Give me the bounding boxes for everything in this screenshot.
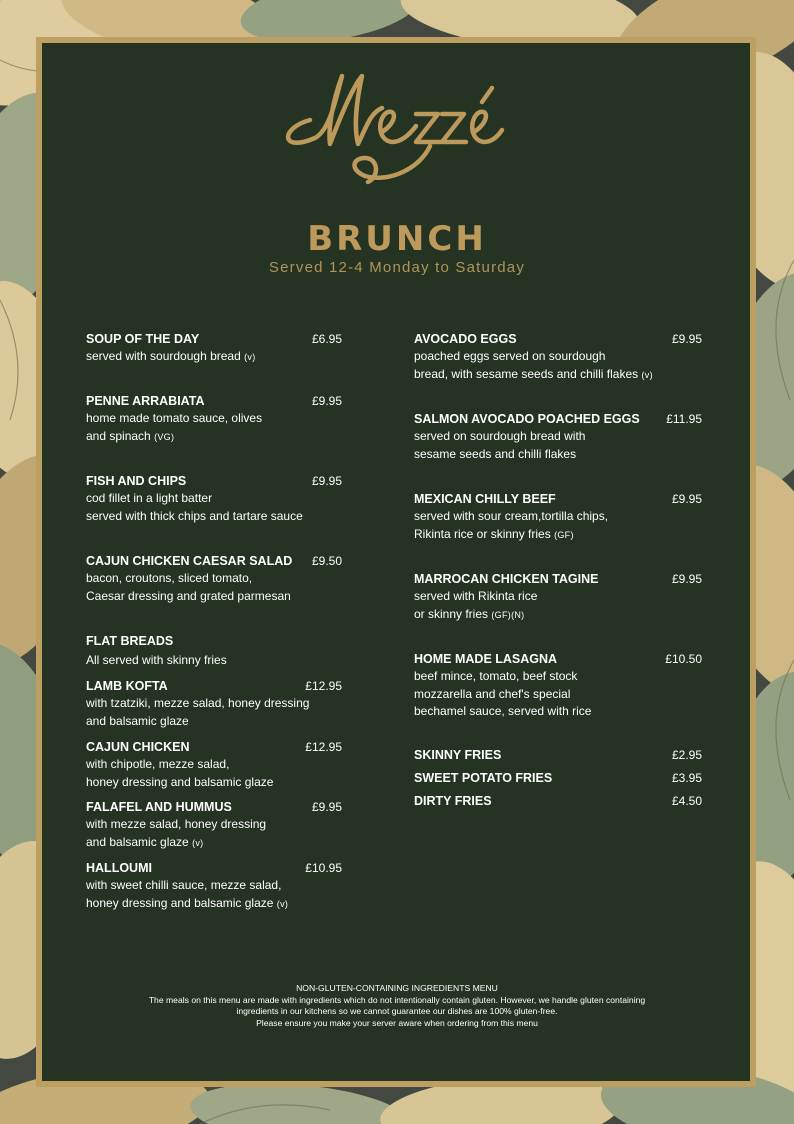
dietary-tag: (GF)	[554, 529, 574, 540]
menu-item-falafel-and-hummus	[86, 799, 342, 852]
item-description: with sweet chilli sauce, mezze salad,	[86, 878, 282, 892]
section-heading: FLAT BREADS	[86, 634, 174, 648]
item-description: with mezze salad, honey dressing	[86, 817, 267, 831]
menu-item-soup-of-the-day	[86, 331, 342, 367]
item-description: served with sourdough bread	[86, 349, 241, 363]
section-flat-breads	[86, 633, 227, 670]
dietary-tag: (v)	[641, 369, 653, 380]
item-description: bechamel sauce, served with rice	[414, 704, 592, 718]
menu-item-halloumi	[86, 860, 342, 913]
item-description: served with sour cream,tortilla chips,	[414, 509, 609, 523]
item-name: SWEET POTATO FRIES	[414, 771, 553, 785]
item-description: poached eggs served on sourdough	[414, 349, 606, 363]
item-description: and balsamic glaze	[86, 834, 189, 849]
item-name: SOUP OF THE DAY	[86, 332, 200, 346]
item-name: HALLOUMI	[86, 861, 152, 875]
disclaimer-heading: NON-GLUTEN-CONTAINING INGREDIENTS MENU	[296, 983, 498, 993]
item-description: sesame seeds and chilli flakes	[414, 446, 577, 461]
item-price: £9.95	[311, 800, 342, 814]
item-description: and spinach	[86, 428, 151, 443]
item-price: £4.50	[671, 794, 702, 808]
disclaimer-line: The meals on this menu are made with ingredients which do not intentionally contain gluten. However, we handle gluten containing	[148, 994, 646, 1005]
item-description: with tzatziki, mezze salad, honey dressing	[86, 696, 310, 710]
menu-item-salmon-avocado-poached-eggs	[414, 411, 702, 463]
dietary-tag: (v)	[276, 898, 289, 909]
item-description: mozzarella and chef's special	[414, 686, 571, 701]
item-name: MARROCAN CHICKEN TAGINE	[414, 572, 599, 586]
item-price: £9.95	[311, 394, 342, 408]
item-name: PENNE ARRABIATA	[86, 394, 205, 408]
side-dirty-fries	[414, 793, 702, 810]
section-note: All served with skinny fries	[86, 653, 227, 667]
item-price: £9.95	[671, 332, 702, 346]
item-price: £3.95	[671, 771, 702, 785]
menu-item-penne-arrabiata	[86, 393, 342, 446]
item-price: £10.95	[305, 861, 342, 875]
item-name: CAJUN CHICKEN CAESAR SALAD	[86, 554, 293, 568]
item-price: £12.95	[305, 740, 342, 754]
menu-item-cajun-chicken	[86, 739, 342, 791]
item-name: MEXICAN CHILLY BEEF	[414, 492, 556, 506]
item-description: bacon, croutons, sliced tomato,	[86, 571, 253, 585]
item-name: LAMB KOFTA	[86, 679, 168, 693]
item-description: honey dressing and balsamic glaze	[86, 774, 274, 789]
item-description: or skinny fries	[414, 606, 489, 621]
item-price: £2.95	[671, 748, 702, 762]
item-description: home made tomato sauce, olives	[86, 411, 263, 425]
item-name: FISH AND CHIPS	[86, 474, 187, 488]
menu-item-lamb-kofta	[86, 678, 342, 730]
disclaimer-line: Please ensure you make your server aware when ordering from this menu	[256, 1017, 538, 1028]
item-name: CAJUN CHICKEN	[86, 740, 190, 754]
item-description: Caesar dressing and grated parmesan	[86, 588, 291, 603]
item-description: bread, with sesame seeds and chilli flakes	[414, 366, 639, 381]
item-description: served on sourdough bread with	[414, 429, 586, 443]
item-price: £9.95	[311, 474, 342, 488]
item-price: £9.50	[311, 554, 342, 568]
dietary-tag: (VG)	[154, 431, 175, 442]
dietary-tag: (v)	[192, 837, 204, 848]
menu-item-mexican-chilly-beef	[414, 491, 702, 544]
item-description: cod fillet in a light batter	[86, 491, 213, 505]
gluten-disclaimer	[60, 983, 734, 1029]
item-description: served with thick chips and tartare sauce	[86, 508, 303, 523]
item-name: AVOCADO EGGS	[414, 332, 517, 346]
item-description: served with Rikinta rice	[414, 589, 538, 603]
item-description: and balsamic glaze	[86, 713, 189, 728]
item-price: £11.95	[666, 412, 702, 426]
item-description: Rikinta rice or skinny fries	[414, 526, 551, 541]
item-price: £10.50	[665, 652, 702, 666]
item-price: £6.95	[311, 332, 342, 346]
item-name: DIRTY FRIES	[414, 794, 492, 808]
item-description: with chipotle, mezze salad,	[86, 757, 230, 771]
item-price: £9.95	[671, 492, 702, 506]
disclaimer-line: ingredients in our kitchens so we cannot guarantee our dishes are 100% gluten-free.	[236, 1006, 558, 1016]
menu-item-fish-and-chips	[86, 473, 342, 525]
item-name: SALMON AVOCADO POACHED EGGS	[414, 412, 640, 426]
dietary-tag: (GF)(N)	[491, 609, 525, 620]
menu-title: BRUNCH	[307, 219, 487, 259]
item-price: £9.95	[671, 572, 702, 586]
mezze-logo	[270, 58, 520, 198]
side-skinny-fries	[414, 747, 702, 764]
item-name: HOME MADE LASAGNA	[414, 652, 558, 666]
item-name: SKINNY FRIES	[414, 748, 502, 762]
item-description: beef mince, tomato, beef stock	[414, 669, 578, 683]
menu-item-cajun-chicken-caesar-salad	[86, 553, 342, 605]
menu-subtitle: Served 12-4 Monday to Saturday	[268, 259, 526, 276]
item-name: FALAFEL AND HUMMUS	[86, 800, 232, 814]
menu-item-marrocan-chicken-tagine	[414, 571, 702, 624]
menu-item-home-made-lasagna	[414, 651, 702, 721]
menu-item-avocado-eggs	[414, 331, 702, 384]
item-description: honey dressing and balsamic glaze	[86, 895, 274, 910]
dietary-tag: (v)	[244, 352, 256, 362]
side-sweet-potato-fries	[414, 770, 702, 787]
item-price: £12.95	[305, 679, 342, 693]
